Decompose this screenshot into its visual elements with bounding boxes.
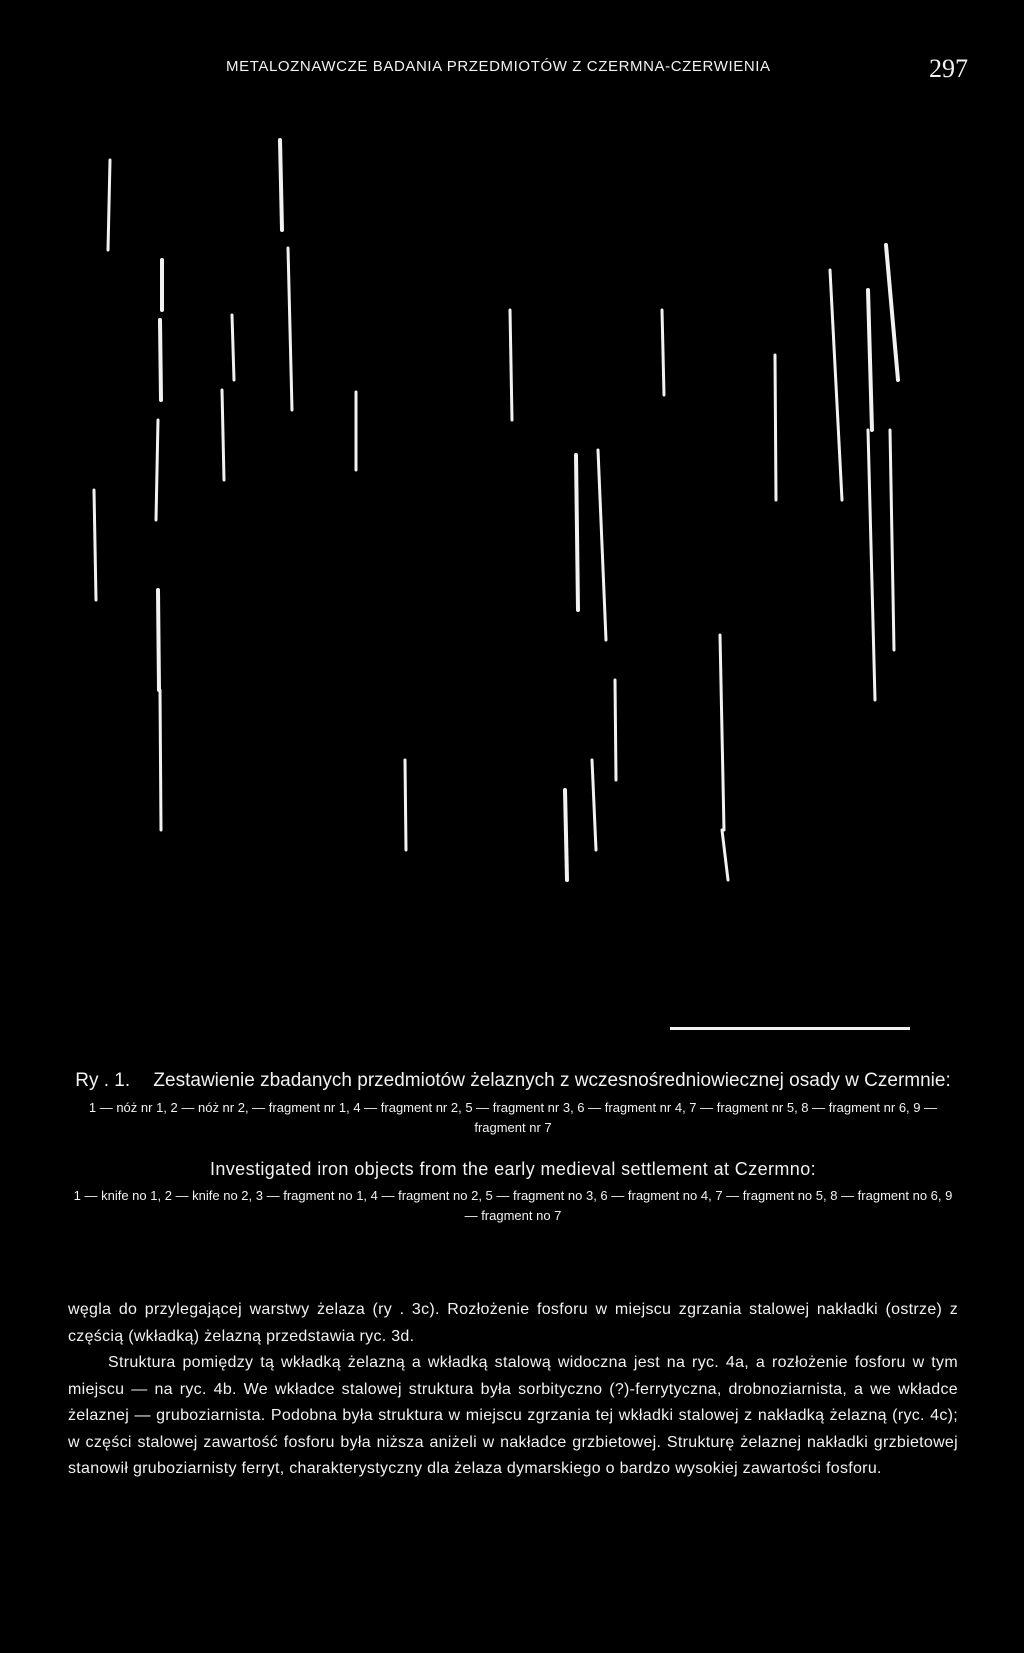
object-outline xyxy=(160,320,161,400)
paragraph: węgla do przylegającej warstwy żelaza (ry . 3c). Rozłożenie fosforu w miejscu zgrzania stalowej nakładki (ostrze) z częścią (wkładką) żelazną przedstawia ryc. 3d. xyxy=(68,1301,958,1345)
object-outline xyxy=(720,635,724,830)
object-outline xyxy=(598,450,606,640)
object-outline xyxy=(890,430,894,650)
object-outline xyxy=(868,430,875,700)
object-outline xyxy=(565,790,567,880)
caption-legend-en: 1 — knife no 1, 2 — knife no 2, 3 — fragment no 1, 4 — fragment no 2, 5 — fragment no 3, 6 — fragment no 4, 7 — fragment no 5, 8 — fragment no 6, 9 — fragment no 7 xyxy=(73,1188,953,1223)
paragraph: Struktura pomiędzy tą wkładką żelazną a wkładką stalową widoczna jest na ryc. 4a, a rozłożenie fosforu w tym miejscu — na ryc. 4b. We wkładce stalowej struktura była sorbityczno (?)-ferrytyczna, drobnoziarnista, a we wkładce żelaznej — gruboziarnista. Podobna była struktura w miejscu zgrzania tej wkładki stalowej z nakładką żelazną (ryc. 4c); w części stalowej zawartość fosforu była niższa aniżeli w nakładce grzbietowej. Strukturę żelaznej nakładki grzbietowej stanowił gruboziarnisty ferryt, charakterystyczny dla żelaza dymarskiego o bardzo wysokiej zawartości fosforu. xyxy=(68,1354,958,1477)
caption-label: Ry . 1. xyxy=(75,1070,131,1091)
object-outline xyxy=(615,680,616,780)
object-outline xyxy=(830,270,842,500)
object-outline xyxy=(510,310,512,420)
object-outline xyxy=(592,760,596,850)
object-outline xyxy=(94,490,96,600)
page-number: 297 xyxy=(929,54,968,83)
object-outline xyxy=(405,760,406,850)
object-outline xyxy=(868,290,872,430)
object-outline xyxy=(886,245,898,380)
object-outline xyxy=(775,355,776,500)
object-outline xyxy=(576,455,578,610)
caption-legend-pl: 1 — nóż nr 1, 2 — nóż nr 2, — fragment nr 1, 4 — fragment nr 2, 5 — fragment nr 3, 6 — fragment nr 4, 7 — fragment nr 5, 8 — fragment nr 6, 9 — fragment nr 7 xyxy=(88,1100,938,1135)
object-outline xyxy=(722,830,728,880)
caption-title-en: Investigated iron objects from the early medieval settlement at Czermno: xyxy=(209,1159,817,1179)
body-text xyxy=(68,1297,958,1483)
object-outline xyxy=(288,248,292,410)
running-title: METALOZNAWCZE BADANIA PRZEDMIOTÓW Z CZERMNA-CZERWIENIA xyxy=(226,58,771,75)
figure-caption xyxy=(68,1068,958,1226)
object-outline xyxy=(156,420,158,520)
object-outline xyxy=(280,140,282,230)
scale-bar xyxy=(670,1027,910,1030)
caption-title-pl xyxy=(68,1068,958,1094)
object-outline xyxy=(160,690,161,830)
object-outline xyxy=(222,390,224,480)
figure-iron-objects xyxy=(60,130,970,970)
caption-title-pl-text: Zestawienie zbadanych przedmiotów żelaznych z wczesnośredniowiecznej osady w Czermnie: xyxy=(153,1070,951,1091)
object-outline xyxy=(158,590,159,690)
object-outline xyxy=(232,315,234,380)
object-outline xyxy=(108,160,110,250)
object-outline xyxy=(662,310,664,395)
